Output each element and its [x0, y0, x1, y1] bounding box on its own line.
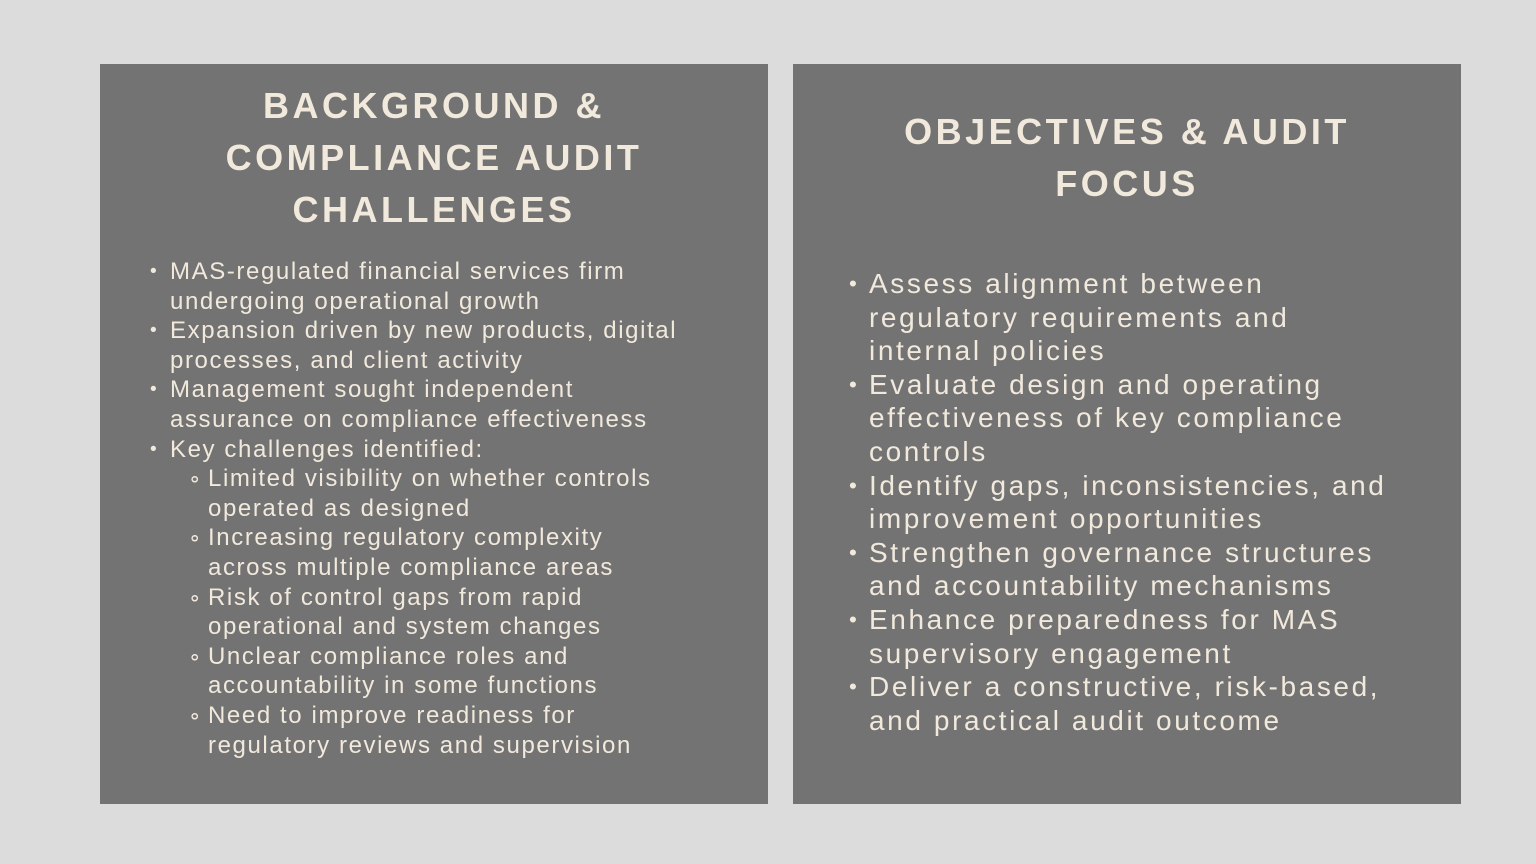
- list-item-text: operated as designed: [208, 494, 471, 522]
- bullet-list: [869, 267, 1386, 737]
- list-item-text: • Expansion driven by new products, digital: [170, 317, 678, 345]
- bullet-list: [170, 257, 677, 760]
- list-item-text: • Strengthen governance structures: [869, 536, 1375, 568]
- sub-list-item: [208, 583, 677, 642]
- list-item-text: ∘ Need to improve readiness for: [208, 701, 576, 729]
- sub-list-item: [208, 701, 677, 760]
- list-item-text: processes, and client activity: [170, 346, 524, 374]
- title-line: CHALLENGES: [292, 189, 576, 230]
- list-item-text: operational and system changes: [208, 613, 602, 641]
- list-item-text: improvement opportunities: [869, 503, 1264, 535]
- list-item-text: ∘ Unclear compliance roles and: [208, 642, 569, 670]
- list-item: [869, 469, 1386, 536]
- list-item-text: • Enhance preparedness for MAS: [869, 603, 1341, 635]
- list-item: [170, 316, 677, 375]
- list-item: [170, 257, 677, 316]
- list-item-text: undergoing operational growth: [170, 287, 541, 315]
- panel-title: [100, 80, 768, 236]
- background-challenges-panel: [100, 64, 768, 804]
- list-item-text: assurance on compliance effectiveness: [170, 405, 648, 433]
- list-item-text: • Key challenges identified:: [170, 435, 484, 463]
- list-item: [170, 375, 677, 434]
- list-item-text: • Identify gaps, inconsistencies, and: [869, 469, 1387, 501]
- list-item-text: ∘ Increasing regulatory complexity: [208, 524, 604, 552]
- list-item-text: controls: [869, 435, 988, 467]
- list-item-text: and practical audit outcome: [869, 704, 1282, 736]
- list-item-text: across multiple compliance areas: [208, 553, 615, 581]
- title-line: COMPLIANCE AUDIT: [225, 137, 643, 178]
- list-item-text: ∘ Limited visibility on whether controls: [208, 465, 652, 493]
- list-item-text: ∘ Risk of control gaps from rapid: [208, 583, 584, 611]
- list-item-text: supervisory engagement: [869, 637, 1233, 669]
- list-item: [869, 670, 1386, 737]
- list-item-text: • Assess alignment between: [869, 268, 1265, 299]
- list-item-text: regulatory reviews and supervision: [208, 731, 632, 759]
- title-line: BACKGROUND &: [263, 85, 605, 126]
- list-item-text: effectiveness of key compliance: [869, 402, 1345, 434]
- list-item-text: • Evaluate design and operating: [869, 368, 1323, 400]
- list-item: [170, 435, 677, 465]
- list-item: [869, 368, 1386, 469]
- sub-list-item: [208, 464, 677, 523]
- panel-title: [793, 106, 1461, 210]
- list-item-text: • Management sought independent: [170, 376, 575, 404]
- list-item-text: regulatory requirements and: [869, 301, 1290, 333]
- sub-list-item: [208, 642, 677, 701]
- list-item-text: internal policies: [869, 335, 1107, 367]
- objectives-focus-panel: [793, 64, 1461, 804]
- list-item-text: • MAS-regulated financial services firm: [170, 258, 626, 285]
- list-item: [869, 536, 1386, 603]
- list-item: [869, 267, 1386, 368]
- title-line: OBJECTIVES & AUDIT: [904, 111, 1350, 152]
- list-item-text: accountability in some functions: [208, 672, 599, 700]
- sub-list-item: [208, 523, 677, 582]
- title-line: FOCUS: [1055, 163, 1199, 204]
- list-item: [869, 603, 1386, 670]
- list-item-text: • Deliver a constructive, risk-based,: [869, 671, 1381, 703]
- list-item-text: and accountability mechanisms: [869, 570, 1334, 602]
